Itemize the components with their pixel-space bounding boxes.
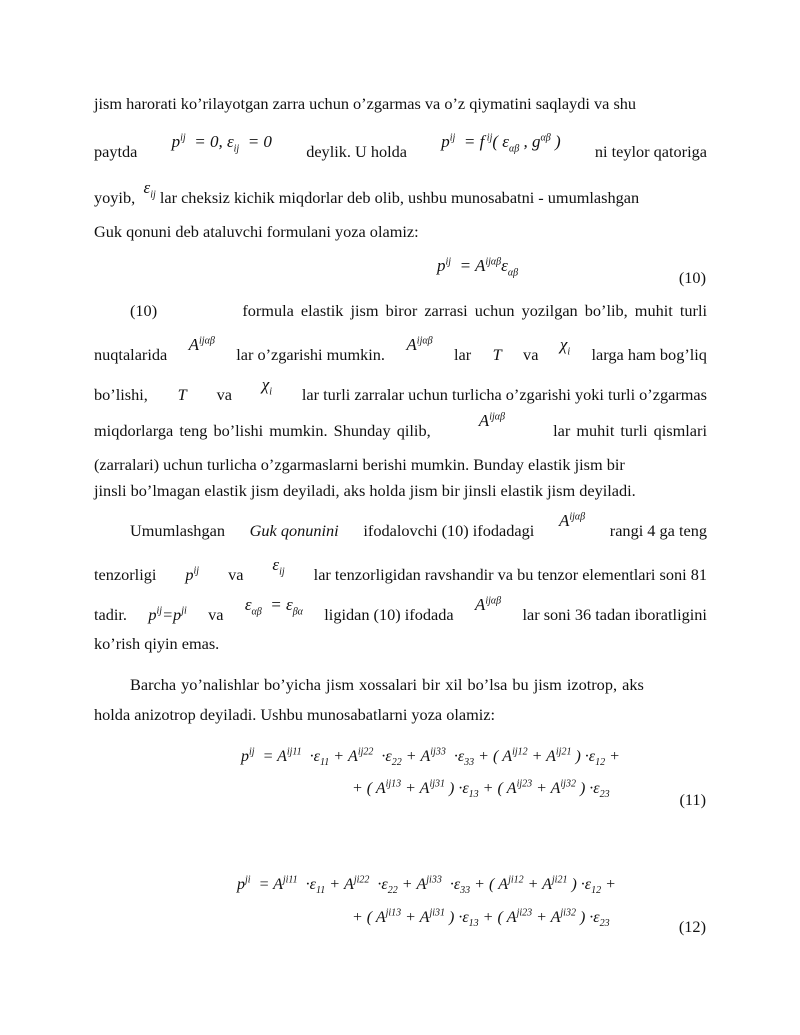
text-fragment: va [523,345,539,364]
paragraph-1-line-1: jism harorati ko’rilayotgan zarra uchun o’zgarmas va o’z qiymatini saqlaydi va shu [94,94,637,113]
equation-12-line-2: + ( $A^{ji13} + A^{ji31}$ ) $\cdot\varepsilon_{13}$ + ( $A^{ji23} + A^{ji32}$ ) $\cdot\varepsilon_{23}$ [352,907,610,930]
text-fragment: yoyib, [94,188,136,207]
equation-11-line-2: + ( $A^{ij13} + A^{ij31}$ ) $\cdot\varepsilon_{13}$ + ( $A^{ij23} + A^{ij32}$ ) $\cdot\varepsilon_{23}$ [352,778,610,801]
equation-11-number: (11) [679,790,706,809]
paragraph-3-line-1 [130,511,707,541]
equation-10: $p^{ij} = A^{ij\alpha\beta}\varepsilon_{\alpha\beta}$ [437,256,519,279]
text-fragment: larga ham bog’liq [591,345,707,364]
text-fragment: formula elastik jism biror zarrasi uchun yozilgan bo’lib, muhit turli [242,301,707,320]
text-fragment: miqdorlarga teng bo’lishi mumkin. Shunday qilib, [94,421,431,440]
temperature-symbol: T [492,345,502,364]
text-fragment: va [228,565,244,584]
text-fragment: lar soni 36 tadan iboratligini [522,605,707,624]
equation-12-line-1: $p^{ji} = A^{ji11} \cdot\varepsilon_{11} + A^{ji22} \cdot\varepsilon_{22} + A^{ji33} \cdot\varepsilon_{33}$ + ( $A^{ji12} + A^{ji21}$ ) $\cdot\varepsilon_{12}$ + [237,874,616,897]
emphasis-text: Guk qonunini [249,521,339,540]
text-fragment: (10) [130,301,158,320]
paragraph-1-line-4: Guk qonuni deb ataluvchi formulani yoza olamiz: [94,222,419,241]
text-fragment: nuqtalarida [94,345,168,364]
paragraph-3-line-3 [94,595,707,625]
formula-initial-conditions: $p^{ij} = 0$, $\varepsilon_{ij} = 0$ [171,132,272,155]
formula-chi: $\chi_i$ [261,375,273,398]
formula-elastic-tensor: $A^{ij\alpha\beta}$ [478,411,505,430]
formula-elastic-tensor: $A^{ij\alpha\beta}$ [406,335,433,354]
formula-elastic-tensor: $A^{ij\alpha\beta}$ [558,511,586,530]
paragraph-3-line-2 [94,555,707,585]
paragraph-2-line-2 [94,335,707,365]
formula-strain: $\varepsilon_{ij}$ [139,178,156,201]
paragraph-2-line-4 [94,411,707,441]
formula-symmetry-stress: $p^{ij}=p^{ji}$ [148,605,187,624]
paragraph-2-line-1 [130,301,707,321]
formula-symmetry-strain: $\varepsilon_{\alpha\beta} = \varepsilon_{\beta\alpha}$ [244,595,303,618]
text-fragment: tenzorligi [94,565,157,584]
text-fragment: ni teylor qatoriga [594,142,707,161]
text-fragment: lar cheksiz kichik miqdorlar deb olib, ushbu munosabatni - umumlashgan [159,188,640,207]
paragraph-4-line-1: Barcha yo’nalishlar bo’yicha jism xossalari bir xil bo’lsa bu jism izotrop, aks [130,675,644,694]
paragraph-3-line-4: ko’rish qiyin emas. [94,634,220,653]
paragraph-4-line-2: holda anizotrop deyiladi. Ushbu munosabatlarni yoza olamiz: [94,705,496,724]
text-fragment: lar muhit turli qismlari [553,421,707,440]
text-fragment: Umumlashgan [130,521,225,540]
text-fragment: tadir. [94,605,128,624]
paragraph-2-line-5: (zarralari) uchun turlicha o’zgarmaslarni berishi mumkin. Bunday elastik jism bir [94,455,625,474]
text-fragment: va [216,385,232,404]
equation-10-number: (10) [678,268,706,287]
paragraph-2-line-6: jinsli bo’lmagan elastik jism deyiladi, aks holda jism bir jinsli elastik jism deyiladi. [94,481,636,500]
formula-stress-function: $p^{ij} = f$ $^{ij}$( $\varepsilon_{\alpha\beta}$ , $g^{\alpha\beta}$ ) [441,132,561,155]
temperature-symbol: T [177,385,187,404]
text-fragment: ligidan (10) ifodada [324,605,454,624]
equation-12-number: (12) [678,917,706,936]
formula-chi: $\chi_i$ [559,335,571,358]
paragraph-2-line-3 [94,375,707,405]
equation-11-line-1: $p^{ij} = A^{ij11} \cdot\varepsilon_{11} + A^{ij22} \cdot\varepsilon_{22} + A^{ij33} \cdot\varepsilon_{33}$ + ( $A^{ij12} + A^{ij21}$ ) $\cdot\varepsilon_{12}$ + [241,746,620,769]
formula-elastic-tensor: $A^{ij\alpha\beta}$ [188,335,215,354]
text-fragment: lar tenzorligidan ravshandir va bu tenzor elementlari soni 81 [313,565,707,584]
text-fragment: lar turli zarralar uchun turlicha o’zgarishi yoki turli o’zgarmas [301,385,707,404]
formula-stress-tensor: $p^{ij}$ [185,565,200,584]
text-fragment: lar o’zgarishi mumkin. [236,345,385,364]
text-fragment: paytda [94,142,138,161]
formula-elastic-tensor: $A^{ij\alpha\beta}$ [474,595,502,614]
paragraph-1-line-3 [94,178,707,208]
text-fragment: va [208,605,224,624]
text-fragment: lar [454,345,472,364]
paragraph-1-line-2 [94,132,707,162]
text-fragment: bo’lishi, [94,385,148,404]
text-fragment: rangi 4 ga teng [609,521,707,540]
text-fragment: ifodalovchi (10) ifodadagi [363,521,535,540]
text-fragment: deylik. U holda [306,142,408,161]
formula-strain: $\varepsilon_{ij}$ [272,555,285,578]
